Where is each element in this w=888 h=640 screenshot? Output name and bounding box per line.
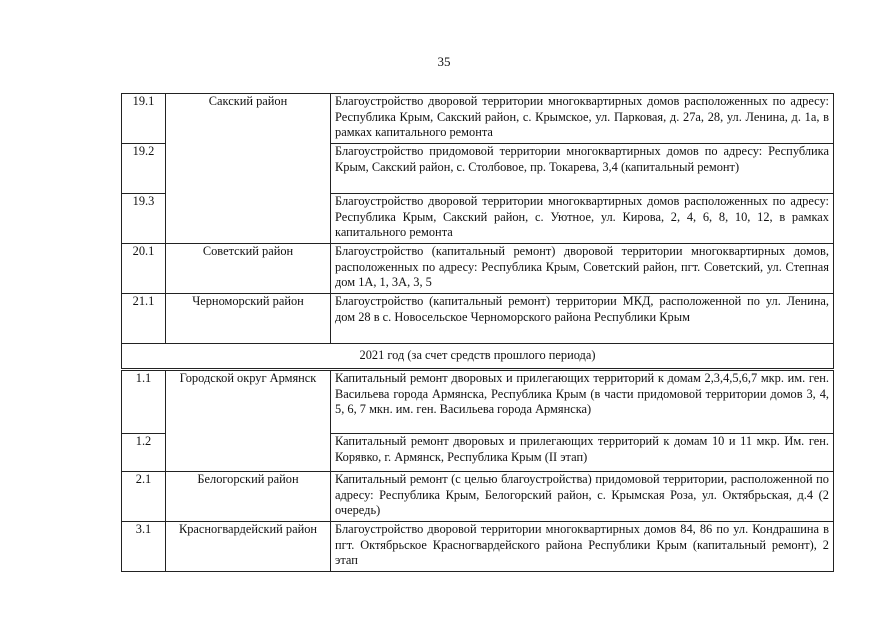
- row-number: 20.1: [122, 244, 166, 294]
- work-description: Благоустройство (капитальный ремонт) дворовой территории многоквартирных домов, расположенных по адресу: Республика Крым, Советский район, пгт. Советский, ул. Степная дом 1А, 1, 3А, 3, 5: [331, 244, 834, 294]
- row-number: 19.1: [122, 94, 166, 144]
- row-number: 2.1: [122, 472, 166, 522]
- row-number: 19.3: [122, 194, 166, 244]
- table-row: [122, 370, 834, 434]
- district-name: Городской округ Армянск: [166, 370, 331, 472]
- row-number: 3.1: [122, 522, 166, 572]
- year-header: 2021 год (за счет средств прошлого периода): [122, 344, 834, 370]
- table-row: [122, 244, 834, 294]
- table-row: [122, 522, 834, 572]
- work-description: Благоустройство дворовой территории многоквартирных домов 84, 86 по ул. Кондрашина в пгт. Октябрьское Красногвардейского района Республики Крым (капитальный ремонт), 2 этап: [331, 522, 834, 572]
- work-description: Капитальный ремонт дворовых и прилегающих территорий к домам 10 и 11 мкр. Им. ген. Корявко, г. Армянск, Республика Крым (II этап): [331, 434, 834, 472]
- program-table: [121, 93, 834, 572]
- year-header-row: [122, 344, 834, 370]
- work-description: Благоустройство (капитальный ремонт) территории МКД, расположенной по ул. Ленина, дом 28 в с. Новосельское Черноморского района Республики Крым: [331, 294, 834, 344]
- work-description: Благоустройство придомовой территории многоквартирных домов по адресу: Республика Крым, Сакский район, с. Столбовое, пр. Токарева, 3,4 (капитальный ремонт): [331, 144, 834, 194]
- district-name: Советский район: [166, 244, 331, 294]
- table-row: [122, 94, 834, 144]
- work-description: Капитальный ремонт дворовых и прилегающих территорий к домам 2,3,4,5,6,7 мкр. им. ген. Васильева города Армянска, Республика Крым (в части придомовой территории домов 3, 4, 5, 6, 7 мкн. им. ген. Васильева города Армянска): [331, 370, 834, 434]
- work-description: Капитальный ремонт (с целью благоустройства) придомовой территории, расположенной по адресу: Республика Крым, Белогорский район, с. Крымская Роза, ул. Октябрьская, д.4 (2 очередь): [331, 472, 834, 522]
- table-row: [122, 472, 834, 522]
- row-number: 1.2: [122, 434, 166, 472]
- table-body: [122, 94, 834, 572]
- district-name: Красногвардейский район: [166, 522, 331, 572]
- row-number: 19.2: [122, 144, 166, 194]
- district-name: Сакский район: [166, 94, 331, 244]
- row-number: 1.1: [122, 370, 166, 434]
- page-number: 35: [437, 54, 451, 69]
- work-description: Благоустройство дворовой территории многоквартирных домов расположенных по адресу: Республика Крым, Сакский район, с. Уютное, ул. Кирова, 2, 4, 6, 8, 10, 12, в рамках капитального ремонта: [331, 194, 834, 244]
- table-row: [122, 294, 834, 344]
- work-description: Благоустройство дворовой территории многоквартирных домов расположенных по адресу: Республика Крым, Сакский район, с. Крымское, ул. Парковая, д. 27а, 28, ул. Ленина, д. 1а, в рамках капитального ремонта: [331, 94, 834, 144]
- district-name: Белогорский район: [166, 472, 331, 522]
- row-number: 21.1: [122, 294, 166, 344]
- district-name: Черноморский район: [166, 294, 331, 344]
